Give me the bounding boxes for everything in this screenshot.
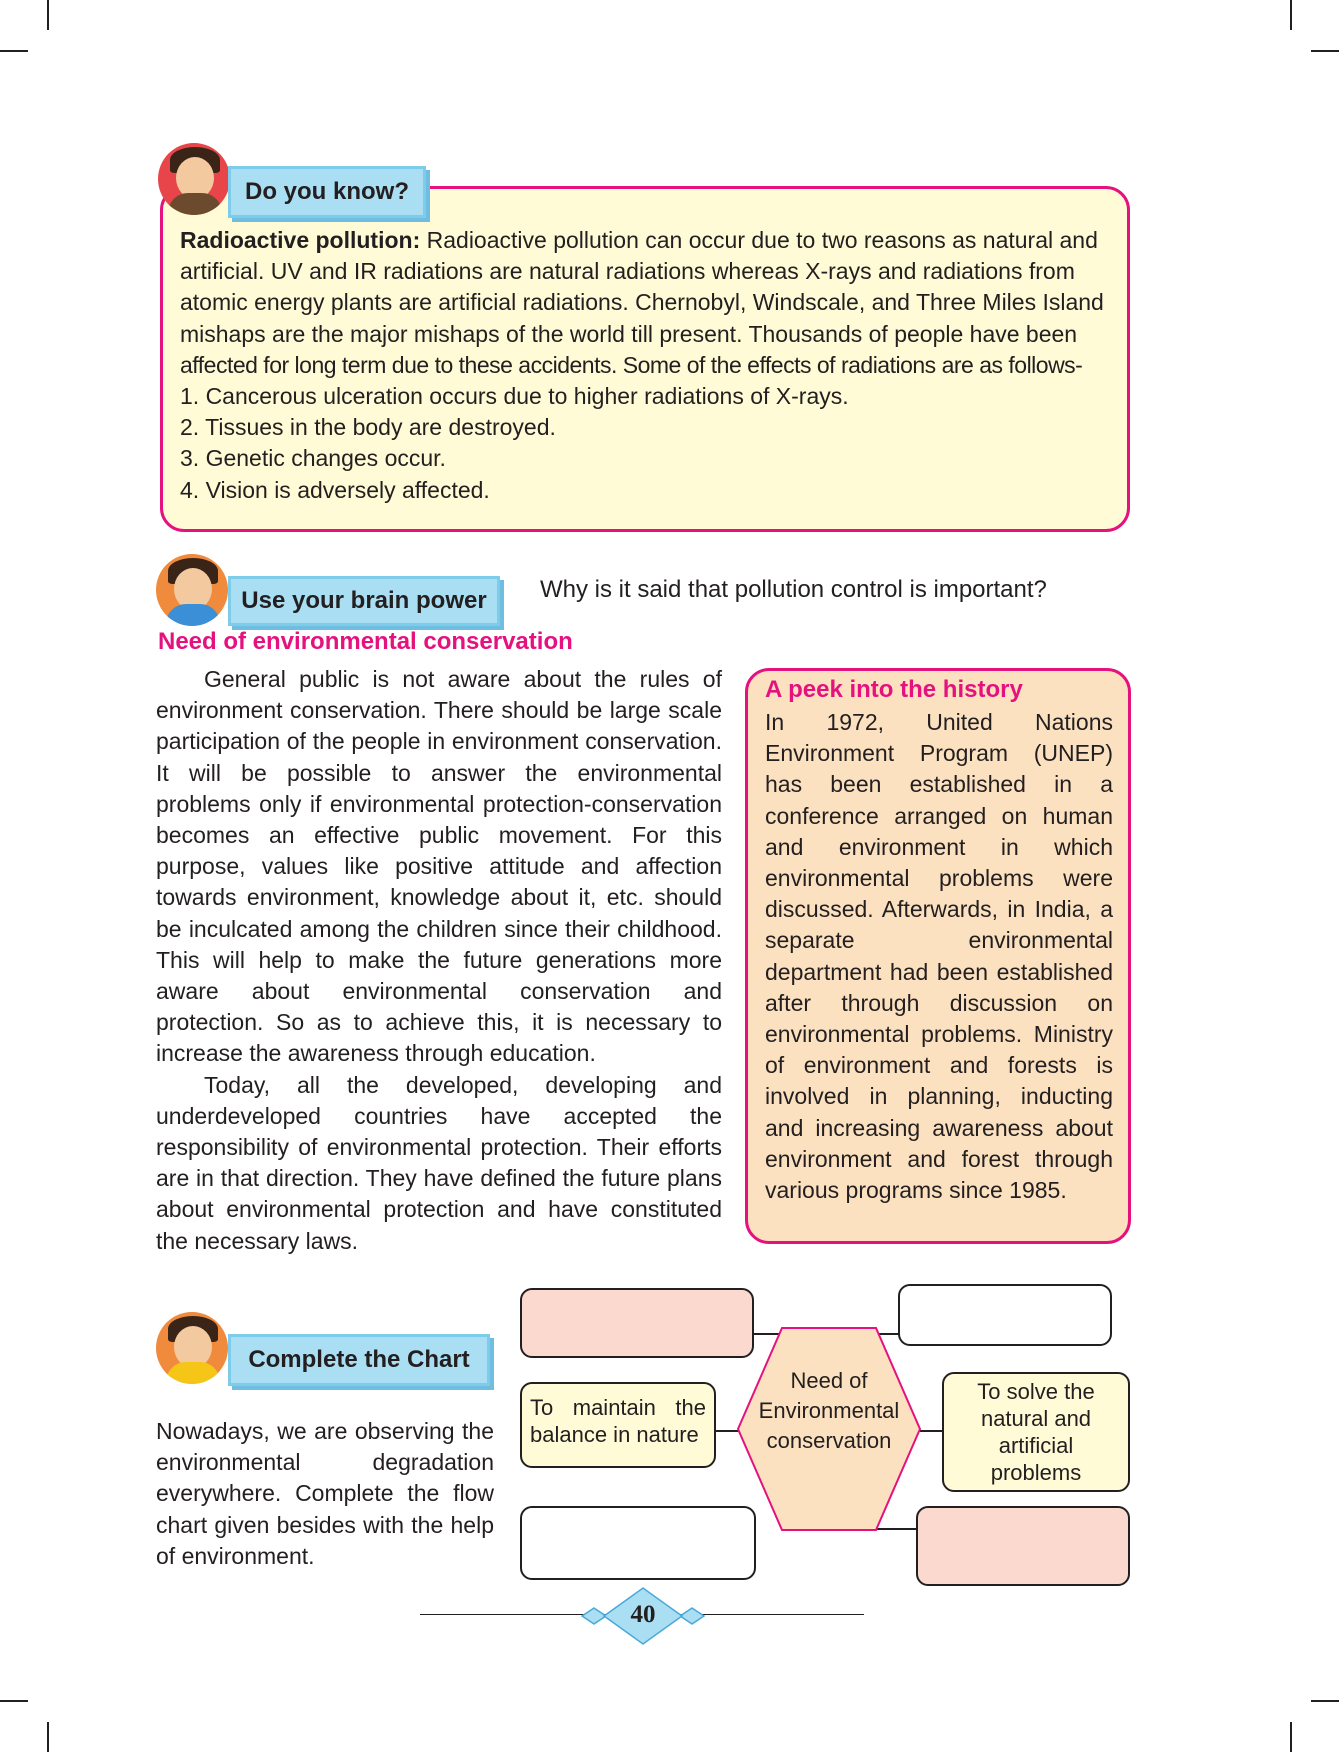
- section-paragraph: General public is not aware about the rules of environment conservation. There should be large scale participation of the people in environment conservation. It will be possible to answer the environmental problems only if environmental protection-conservation becomes an effective public movement. For this purpose, values like positive attitude and affection towards environment, knowledge about it, etc. should be inculcated among the children since their childhood. This will help to make the future generations more aware about environmental conservation and protection. So as to achieve this, it is necessary to increase the awareness through education.: [156, 666, 722, 1067]
- do-you-know-line: affected for long term due to these accidents. Some of the effects of radiations are as follows-: [180, 351, 1083, 378]
- page-number: 40: [630, 1601, 656, 1628]
- effect-point: 3. Genetic changes occur.: [180, 445, 446, 472]
- crop-mark: [0, 50, 28, 52]
- do-you-know-line: atomic energy plants are artificial radiations. Chernobyl, Windscale, and Three Miles Island: [180, 289, 1104, 316]
- do-you-know-line: artificial. UV and IR radiations are natural radiations whereas X-rays and radiations from: [180, 258, 1075, 285]
- crop-mark: [0, 1700, 28, 1702]
- history-heading: A peek into the history: [765, 676, 1023, 703]
- history-text: In 1972, United Nations Environment Program (UNEP) has been established in a conference arranged on human and environment in which environmental problems were discussed. Afterwards, in India, a separate environmental department had been established after through discussion on environmental problems. Ministry of environment and forests is involved in planning, inducting and increasing awareness about environment and forest through various programs since 1985.: [765, 709, 1113, 1204]
- chart-instructions: Nowadays, we are observing the environmental degradation everywhere. Complete the flow chart given besides with the help of environment.: [156, 1418, 494, 1569]
- girl-thinking-icon: [158, 143, 230, 215]
- effect-point: 2. Tissues in the body are destroyed.: [180, 414, 556, 441]
- do-you-know-text: [180, 225, 1120, 506]
- chart-blank-box-top-right[interactable]: [898, 1284, 1112, 1346]
- brain-power-label: Use your brain power: [228, 576, 500, 626]
- chart-box-left: To maintain the balance in nature: [520, 1382, 716, 1468]
- center-text: Need of Environmental conservation: [758, 1368, 900, 1453]
- do-you-know-label: Do you know?: [228, 166, 426, 218]
- crop-mark: [1311, 1700, 1339, 1702]
- do-you-know-line: Radioactive pollution can occur due to two reasons as natural and: [426, 227, 1098, 253]
- crop-mark: [47, 0, 49, 30]
- chart-blank-box-top-left[interactable]: [520, 1288, 754, 1358]
- chart-blank-box-bottom-right[interactable]: [916, 1506, 1130, 1586]
- crop-mark: [47, 1722, 49, 1752]
- complete-chart-label: Complete the Chart: [228, 1334, 490, 1386]
- effect-point: 1. Cancerous ulceration occurs due to higher radiations of X-rays.: [180, 383, 849, 410]
- boy-reading-icon: [156, 1312, 228, 1384]
- section-body: [156, 664, 722, 1257]
- crop-mark: [1290, 1722, 1292, 1752]
- chart-box-right: To solve the natural and artificial problems: [942, 1372, 1130, 1492]
- girl-reading-icon: [156, 554, 228, 626]
- connector-line: [920, 1430, 942, 1432]
- chart-blank-box-bottom-left[interactable]: [520, 1506, 756, 1580]
- brain-power-question: Why is it said that pollution control is important?: [540, 576, 1047, 603]
- section-paragraph: Today, all the developed, developing and underdeveloped countries have accepted the responsibility of environmental protection. Their efforts are in that direction. They have defined the future plans about environmental protection and have constituted the necessary laws.: [156, 1071, 722, 1254]
- crop-mark: [1290, 0, 1292, 30]
- section-heading: Need of environmental conservation: [158, 628, 573, 655]
- crop-mark: [1311, 50, 1339, 52]
- do-you-know-line: mishaps are the major mishaps of the world till present. Thousands of people have been: [180, 320, 1078, 347]
- radioactive-lead: Radioactive pollution:: [180, 227, 421, 253]
- effect-point: 4. Vision is adversely affected.: [180, 476, 490, 503]
